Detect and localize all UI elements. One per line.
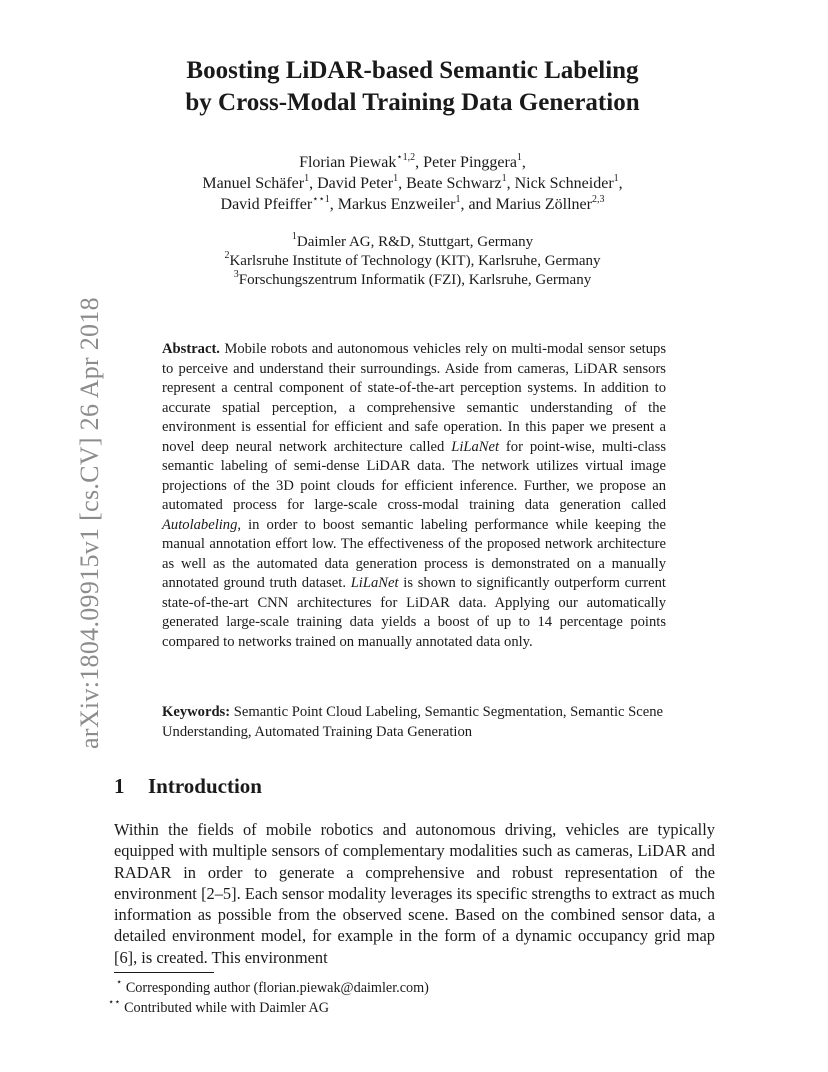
abstract-label: Abstract. — [162, 341, 220, 357]
affiliation-sup: 3 — [233, 269, 239, 280]
abstract-text: Mobile robots and autonomous vehicles rely on multi-modal sensor setups to perceive and understand their surroundings. Aside from cameras, LiDAR sensors represent a central component of state-of-the-art perception systems. In addition to accurate spatial perception, a comprehensive semantic understanding of the environment is essential for efficient and safe operation. In this paper we present a novel deep neural network architecture called — [162, 341, 666, 455]
author-sup: 1 — [501, 172, 507, 184]
footnote-1 — [116, 979, 429, 997]
author-line-1 — [110, 152, 715, 173]
affiliation-3 — [110, 271, 715, 290]
keywords — [162, 703, 666, 742]
author-sep: , — [521, 154, 526, 171]
abstract-emphasis: LiLaNet — [451, 438, 500, 455]
footnote-mark: ⋆ — [116, 977, 123, 989]
abstract-text: for point-wise, multi-class semantic labeling of semi-dense LiDAR data. The network utilizes virtual image projections of the 3D point clouds for efficient inference. Further, we propose an automated process for large-scale cross-modal training data generation called — [162, 438, 666, 513]
author-name: Markus Enzweiler — [337, 196, 456, 213]
author-sup: 1 — [613, 172, 619, 184]
author-name: Beate Schwarz — [406, 175, 502, 192]
arxiv-identifier-text: arXiv:1804.09915v1 [cs.CV] 26 Apr 2018 — [75, 296, 105, 749]
author-sup: ⋆1,2 — [396, 151, 416, 163]
author-sup: ⋆⋆1 — [312, 193, 330, 205]
footnote-text: Contributed while with Daimler AG — [124, 1000, 329, 1016]
author-sep: , — [309, 175, 318, 192]
abstract-emphasis: LiLaNet — [350, 575, 399, 591]
affiliation-text: Karlsruhe Institute of Technology (KIT), Karlsruhe, Germany — [229, 253, 601, 269]
author-list — [110, 152, 715, 215]
author-name: David Pfeiffer — [220, 196, 313, 213]
introduction-paragraph: Within the fields of mobile robotics and autonomous driving, vehicles are typically equipped with multiple sensors of complementary modalities such as cameras, LiDAR and RADAR in order to generate a comprehensive and robust representation of the environment [2–5]. Each sensor modality leverages its specific strengths to extract as much information as possible from the observed scene. Based on the combined sensor data, a detailed environment model, for example in the form of a dynamic occupancy grid map [6], is created. This environment — [114, 820, 715, 967]
affiliation-sup: 1 — [291, 231, 297, 242]
author-sup: 2,3 — [591, 193, 605, 205]
footnote-2 — [108, 999, 329, 1017]
abstract-emphasis: Autolabeling — [162, 516, 238, 533]
section-heading — [114, 774, 262, 799]
author-name: Manuel Schäfer — [202, 175, 305, 192]
keywords-text: Semantic Point Cloud Labeling, Semantic Segmentation, Semantic Scene Understanding, Automated Training Data Generation — [162, 704, 663, 740]
author-sep: , — [618, 175, 623, 192]
paper-title-line-1: Boosting LiDAR-based Semantic Labeling — [186, 57, 639, 84]
abstract-text: , in order to boost semantic labeling performance while keeping the manual annotation effort low. The effectiveness of the proposed network architecture as well as the automated data generation process is demonstrated on a manually annotated ground truth dataset. — [162, 516, 666, 591]
affiliation-sup: 2 — [224, 250, 230, 261]
abstract — [162, 340, 666, 652]
affiliation-text: Daimler AG, R&D, Stuttgart, Germany — [296, 234, 534, 250]
arxiv-identifier — [64, 285, 116, 760]
author-name: David Peter — [317, 175, 394, 192]
affiliation-text: Forschungszentrum Informatik (FZI), Karlsruhe, Germany — [238, 272, 592, 288]
author-sup: 1 — [455, 193, 461, 205]
author-sep: , — [398, 175, 407, 192]
section-title: Introduction — [148, 774, 262, 798]
author-sep: , — [506, 175, 515, 192]
author-line-2 — [110, 173, 715, 194]
author-line-3 — [110, 194, 715, 215]
author-sep: , and — [460, 196, 496, 213]
author-sup: 1 — [304, 172, 310, 184]
author-name: Marius Zöllner — [495, 196, 592, 213]
author-sep: , — [415, 154, 424, 171]
author-sup: 1 — [516, 151, 522, 163]
affiliation-list — [110, 233, 715, 290]
author-name: Nick Schneider — [514, 175, 614, 192]
author-sup: 1 — [393, 172, 399, 184]
author-name: Peter Pinggera — [423, 154, 517, 171]
section-number: 1 — [114, 774, 125, 798]
footnote-text: Corresponding author (florian.piewak@daimler.com) — [125, 980, 429, 996]
footnote-mark: ⋆⋆ — [108, 997, 121, 1009]
paper-title-line-2: by Cross-Modal Training Data Generation — [185, 89, 640, 116]
footnote-rule — [114, 972, 214, 973]
affiliation-1 — [110, 233, 715, 252]
abstract-text: is shown to significantly outperform current state-of-the-art CNN architectures for LiDAR data. Applying our automatically generated large-scale training data yields a boost of up to 14 percentage points compared to networks trained on manually annotated data only. — [162, 575, 666, 650]
author-name: Florian Piewak — [299, 154, 397, 171]
keywords-label: Keywords: — [162, 704, 231, 720]
author-sep: , — [329, 196, 338, 213]
affiliation-2 — [110, 252, 715, 271]
